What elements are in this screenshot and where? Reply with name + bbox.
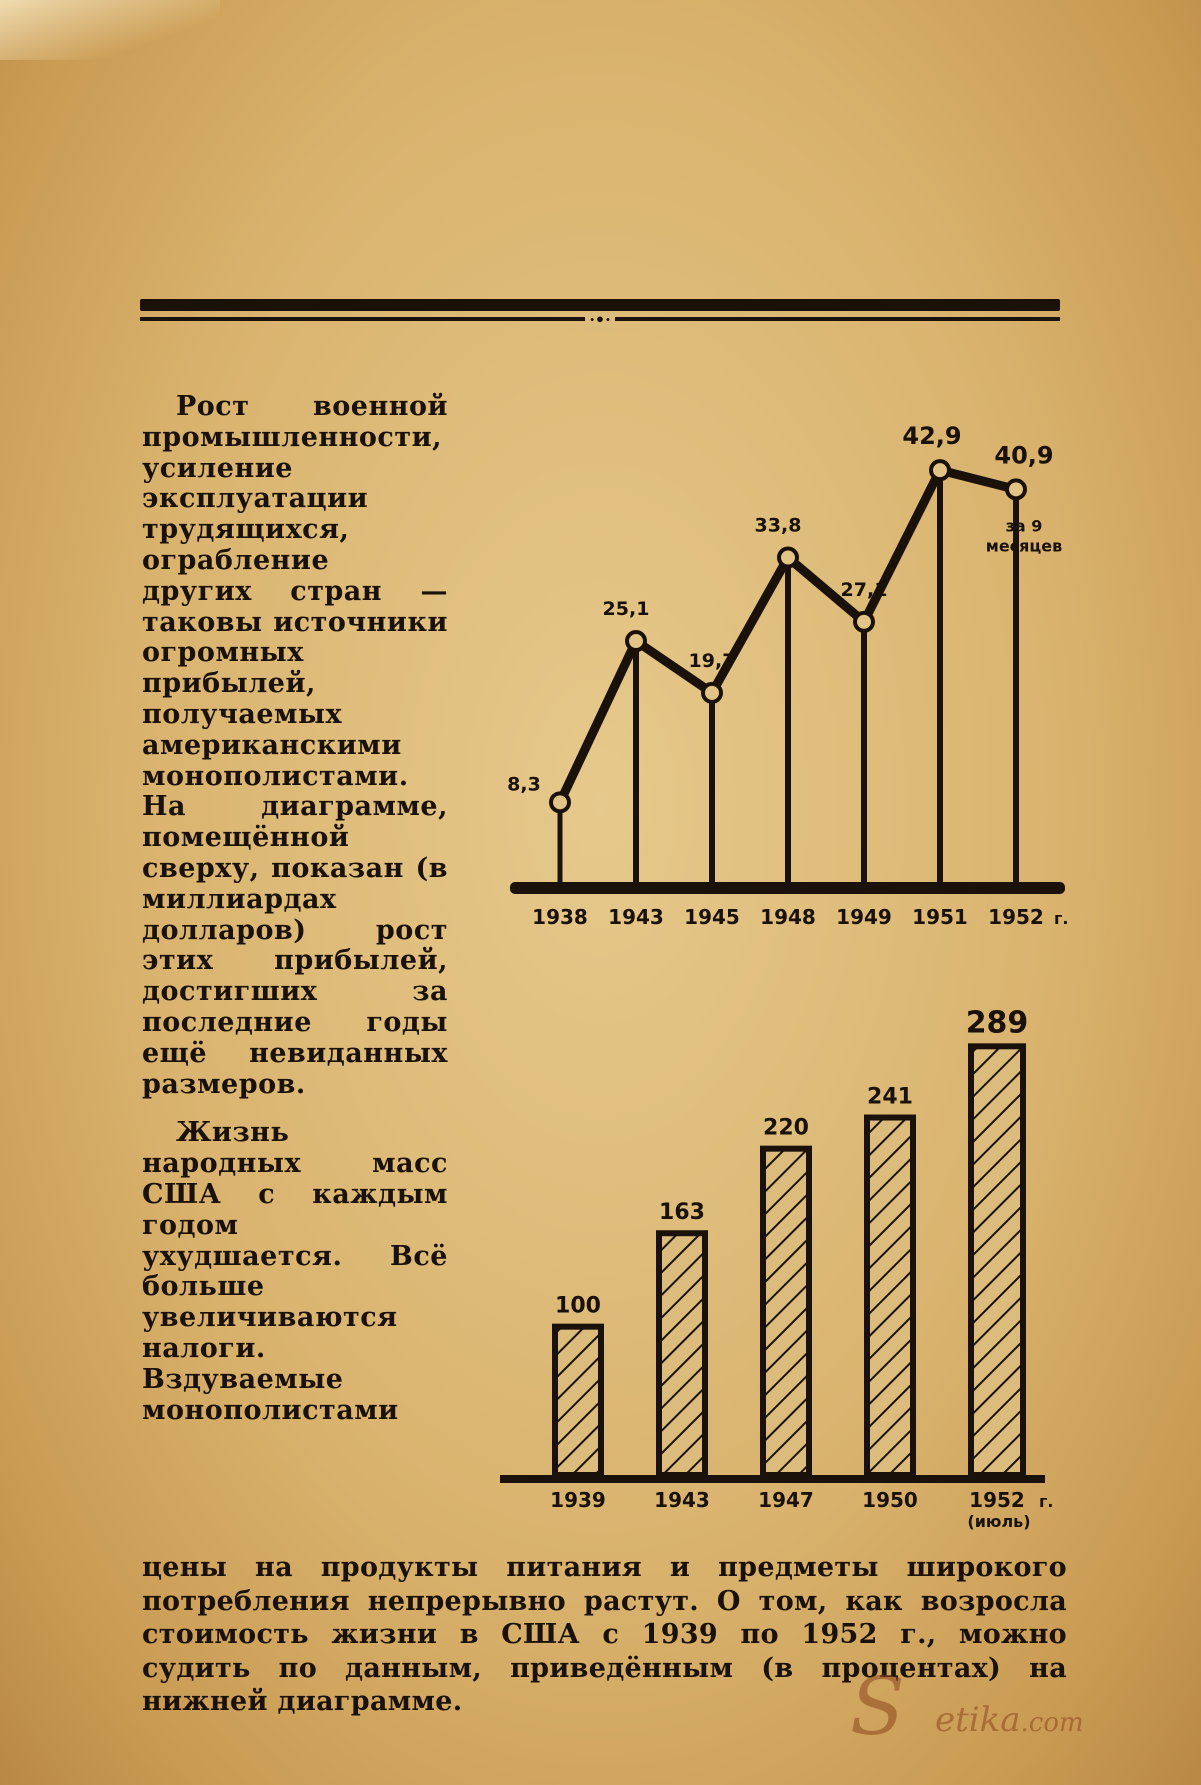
bar	[867, 1118, 913, 1475]
bar-value-label: 241	[867, 1084, 913, 1110]
year-label: 1948	[760, 905, 816, 929]
cost-of-living-bar-chart	[500, 980, 1090, 1540]
data-point-marker	[703, 684, 721, 702]
data-point-marker	[1007, 480, 1025, 498]
bar-year-label: 1952	[969, 1488, 1025, 1512]
annotation-line2: месяцев	[985, 536, 1063, 556]
bar-chart-svg	[500, 980, 1090, 1540]
year-label: 1951	[912, 905, 968, 929]
bar-value-label: 163	[659, 1200, 705, 1226]
year-suffix: г.	[1054, 909, 1069, 928]
bar-year-label: 1943	[654, 1488, 710, 1512]
rule-ornament-icon: ·•·	[585, 311, 615, 331]
year-label: 1938	[532, 905, 588, 929]
year-label: 1952	[988, 905, 1044, 929]
value-label: 25,1	[602, 598, 650, 621]
left-column-text	[142, 392, 448, 1426]
data-point-marker	[855, 613, 873, 631]
bar-value-label: 220	[763, 1115, 809, 1141]
paragraph-profits: Рост военной промышленности, усиление эксплуатации трудящихся, ограбление других стран — таковы источники огромных прибылей, получаемых американскими монополистами. На диаграмме, помещённой сверху, показан (в миллиардах долларов) рост этих прибылей, достигших за последние годы ещё невиданных размеров.	[142, 391, 448, 1100]
x-axis	[510, 882, 1065, 894]
bar	[659, 1233, 705, 1475]
year-label: 1943	[608, 905, 664, 929]
value-label: 8,3	[507, 773, 541, 796]
bar	[971, 1046, 1023, 1475]
value-label: 19,7	[688, 649, 736, 672]
data-point-marker	[779, 549, 797, 567]
bottom-paragraph: цены на продукты питания и предметы широкого потребления непрерывно растут. О том, как возросла стоимость жизни в США с 1939 по 1952 г., можно судить по данным, приведённым (в процентах) на нижней диаграмме.	[142, 1552, 1067, 1717]
bar	[763, 1149, 809, 1475]
year-suffix: г.	[1039, 1492, 1054, 1511]
bar	[555, 1327, 601, 1475]
value-label: 42,9	[902, 422, 962, 451]
annotation-line1: за 9	[1005, 516, 1043, 536]
data-point-marker	[627, 632, 645, 650]
year-label: 1945	[684, 905, 740, 929]
bar-value-label: 289	[965, 1005, 1029, 1041]
watermark-logo-icon: S	[850, 1660, 905, 1753]
watermark-text: etika	[935, 1700, 1021, 1740]
bar-note-label: (июль)	[967, 1512, 1031, 1531]
x-axis	[500, 1475, 1045, 1483]
data-point-marker	[551, 793, 569, 811]
bar-year-label: 1947	[758, 1488, 814, 1512]
year-label: 1949	[836, 905, 892, 929]
watermark-suffix: .com	[1020, 1708, 1084, 1738]
bar-year-label: 1950	[862, 1488, 918, 1512]
value-label: 40,9	[994, 441, 1054, 470]
page-corner	[0, 0, 220, 60]
bar-year-label: 1939	[550, 1488, 606, 1512]
profits-line-chart	[480, 420, 1080, 940]
line-chart-svg	[480, 420, 1080, 940]
data-point-marker	[931, 461, 949, 479]
paragraph-living: Жизнь народных масс США с каждым годом ухудшается. Всё больше увеличиваются налоги. Вздуваемые монополистами	[142, 1117, 448, 1426]
value-label: 33,8	[754, 514, 802, 537]
ornamental-rule	[140, 295, 1060, 335]
bar-value-label: 100	[555, 1293, 601, 1319]
value-label: 27,1	[840, 578, 888, 601]
